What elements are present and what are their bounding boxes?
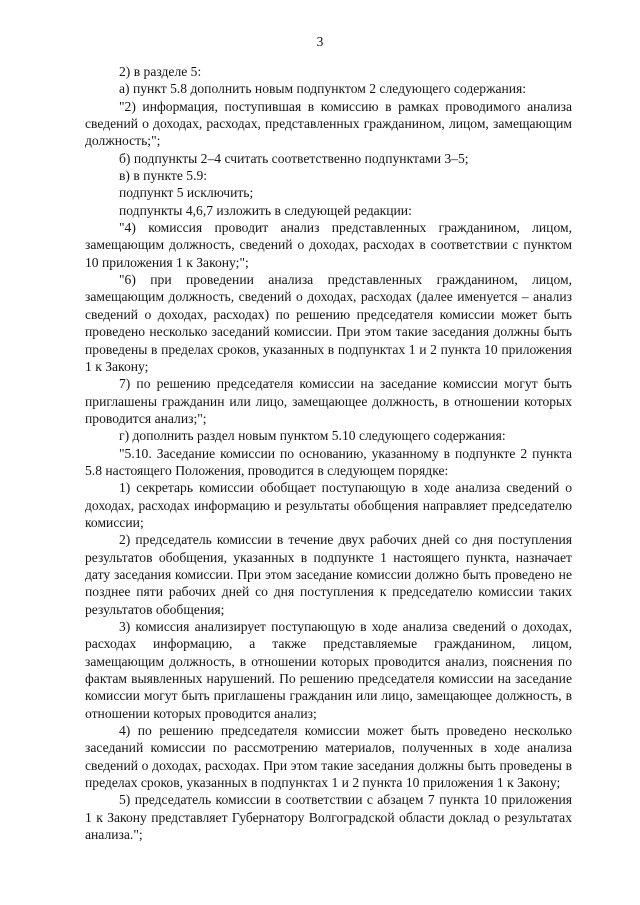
paragraph: 1) секретарь комиссии обобщает поступающую в ходе анализа сведений о доходах, расходах информацию и результаты обобщения направляет председателю комиссии; — [85, 480, 572, 530]
paragraph: г) дополнить раздел новым пунктом 5.10 следующего содержания: — [119, 428, 506, 444]
paragraph: 5) председатель комиссии в соответствии с абзацем 7 пункта 10 приложения 1 к Закону представляет Губернатору Волгоградской области доклад о результатах анализа."; — [85, 792, 572, 843]
paragraph: "2) информация, поступившая в комиссию в рамках проводимого анализа сведений о доходах, расходах, представленных гражданином, лицом, замещающим должность;"; — [85, 98, 572, 149]
paragraph: в) в пункте 5.9: — [119, 168, 208, 184]
paragraph: 2) председатель комиссии в течение двух рабочих дней со дня поступления результатов обобщения, указанных в подпункте 1 настоящего пункта, назначает дату заседания комиссии. При этом заседание комиссии должно быть проведено не позднее пяти рабочих дней со дня поступления к председателю комиссии таких результатов обобщения; — [85, 532, 572, 617]
document-body — [85, 63, 572, 843]
paragraph: подпункт 5 исключить; — [119, 185, 254, 201]
paragraph: "4) комиссия проводит анализ представленных гражданином, лицом, замещающим должность, сведений о доходах, расходах в соответствии с пунктом 10 приложения 1 к Закону;"; — [85, 220, 572, 270]
paragraph: 4) по решению председателя комиссии может быть проведено несколько заседаний комиссии по рассмотрению материалов, полученных в ходе анализа сведений о доходах, расходах. При этом такие заседания должны быть проведены в пределах сроков, указанных в подпунктах 1 и 2 пункта 10 приложения 1 к Закону; — [85, 723, 572, 791]
paragraph: "6) при проведении анализа представленных гражданином, лицом, замещающим должность, сведений о доходах, расходах (далее именуется – анализ сведений о доходах, расходах) по решению председателя комиссии может быть проведено несколько заседаний комиссии. При этом такие заседания должны быть проведены в пределах сроков, указанных в подпунктах 1 и 2 пункта 10 приложения 1 к Закону; — [85, 272, 572, 374]
page-number: 3 — [316, 34, 324, 49]
paragraph: 2) в разделе 5: — [119, 64, 202, 79]
paragraph: подпункты 4,6,7 изложить в следующей редакции: — [119, 202, 412, 218]
paragraph: "5.10. Заседание комиссии по основанию, указанному в подпункте 2 пункта 5.8 настоящего Положения, проводится в следующем порядке: — [85, 445, 572, 478]
paragraph: а) пункт 5.8 дополнить новым подпунктом 2 следующего содержания: — [119, 81, 527, 97]
paragraph: б) подпункты 2–4 считать соответственно подпунктами 3–5; — [119, 150, 469, 166]
paragraph: 3) комиссия анализирует поступающую в ходе анализа сведений о доходах, расходах информацию, а также представляемые гражданином, лицом, замещающим должность, в отношении которых проводится анализ, пояснения по фактам выявленных нарушений. По решению председателя комиссии на заседание комиссии могут быть приглашены гражданин или лицо, замещающее должность, в отношении которых проводится анализ; — [85, 619, 572, 721]
paragraph: 7) по решению председателя комиссии на заседание комиссии могут быть приглашены гражданин или лицо, замещающее должность, в отношении которых проводится анализ;"; — [85, 376, 572, 426]
